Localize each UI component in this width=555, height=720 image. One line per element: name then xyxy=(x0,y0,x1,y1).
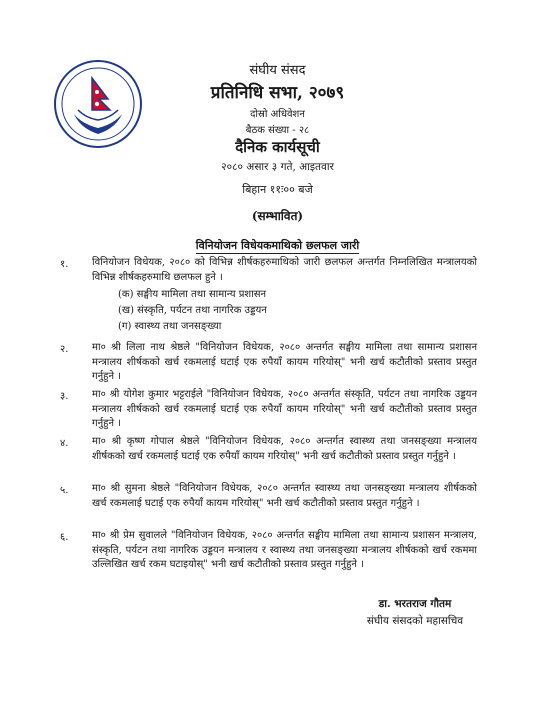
sub-item: (क) सङ्घीय मामिला तथा सामान्य प्रशासन xyxy=(118,289,267,300)
page-title: दैनिक कार्यसूची xyxy=(235,138,320,156)
tentative-label: (सम्भावित) xyxy=(251,209,304,223)
signatory-title: संघीय संसदको महासचिव xyxy=(366,615,464,627)
agenda-item: मा० श्री प्रेम सुवालले "विनियोजन विधेयक, २०८० अन्तर्गत सङ्घीय मामिला तथा सामान्य प्रशासन मन्त्रालय, संस्कृति, पर्यटन तथा नागरिक उड्डयन मन्त्रालय र स्वास्थ्य तथा जनसङ्ख्या मन्त्रालय शीर्षकको खर्च रकममा उल्लिखित खर्च रकम घटाइयोस्" भनी खर्च कटौतीको प्रस्ताव प्रस्तुत गर्नुहुने । xyxy=(92,530,477,570)
parliament-name: संघीय संसद xyxy=(249,63,306,78)
meeting-date: २०८० असार ३ गते, आइतवार xyxy=(221,161,334,173)
agenda-item: विनियोजन विधेयक, २०८० को विभिन्न शीर्षकहरुमाथिको जारी छलफल अन्तर्गत निम्नलिखित मन्त्रालयको विभिन्न शीर्षकहरुमाथि छलफल हुने । xyxy=(92,257,477,283)
item-number: ३. xyxy=(60,391,69,402)
item-number: ४. xyxy=(60,438,69,449)
item-number: १. xyxy=(60,259,69,270)
meeting-time: बिहान ११ः०० बजे xyxy=(242,183,313,196)
signatory-name: डा. भरतराज गौतम xyxy=(378,598,452,610)
agenda-item: मा० श्री लिला नाथ श्रेष्ठले "विनियोजन विधेयक, २०८० अन्तर्गत सङ्घीय मामिला तथा सामान्य प्रशासन मन्त्रालय शीर्षकको खर्च रकमलाई घटाई एक रुपैयाँ कायम गरियोस्" भनी खर्च कटौतीको प्रस्ताव प्रस्तुत गर्नुहुने । xyxy=(92,342,477,382)
section-title: विनियोजन विधेयकमाथिको छलफल जारी xyxy=(195,239,360,252)
house-name: प्रतिनिधि सभा, २०७९ xyxy=(210,83,345,103)
agenda-item: मा० श्री सुमना श्रेष्ठले "विनियोजन विधेयक, २०८० अन्तर्गत स्वास्थ्य तथा जनसङ्ख्या मन्त्रालय शीर्षकको खर्च रकमलाई घटाई एक रुपैयाँ कायम गरियोस्" भनी खर्च कटौतीको प्रस्ताव प्रस्तुत गर्नुहुने । xyxy=(92,483,477,509)
meeting-number: बैठक संख्या - २८ xyxy=(245,125,310,136)
item-number: ५. xyxy=(60,485,69,496)
agenda-item: मा० श्री कृष्ण गोपाल श्रेष्ठले "विनियोजन विधेयक, २०८० अन्तर्गत स्वास्थ्य तथा जनसङ्ख्या मन्त्रालय शीर्षकको खर्च रकमलाई घटाई एक रुपैयाँ कायम गरियोस्" भनी खर्च कटौतीको प्रस्ताव प्रस्तुत गर्नुहुने । xyxy=(92,436,477,462)
signature-block xyxy=(340,596,490,630)
item-number: २. xyxy=(60,344,69,355)
sub-item: (ग) स्वास्थ्य तथा जनसङ्ख्या xyxy=(118,321,222,332)
sub-item: (ख) संस्कृति, पर्यटन तथा नागरिक उड्डयन xyxy=(118,305,267,316)
session-label: दोस्रो अधिवेशन xyxy=(250,109,305,120)
item-number: ६. xyxy=(60,532,69,543)
agenda-item: मा० श्री योगेश कुमार भट्टराईले "विनियोजन विधेयक, २०८० अन्तर्गत संस्कृति, पर्यटन तथा नागरिक उड्डयन मन्त्रालय शीर्षकको खर्च रकमलाई घटाई एक रुपैयाँ कायम गरियोस्" भनी खर्च कटौतीको प्रस्ताव प्रस्तुत गर्नुहुने । xyxy=(92,389,477,429)
